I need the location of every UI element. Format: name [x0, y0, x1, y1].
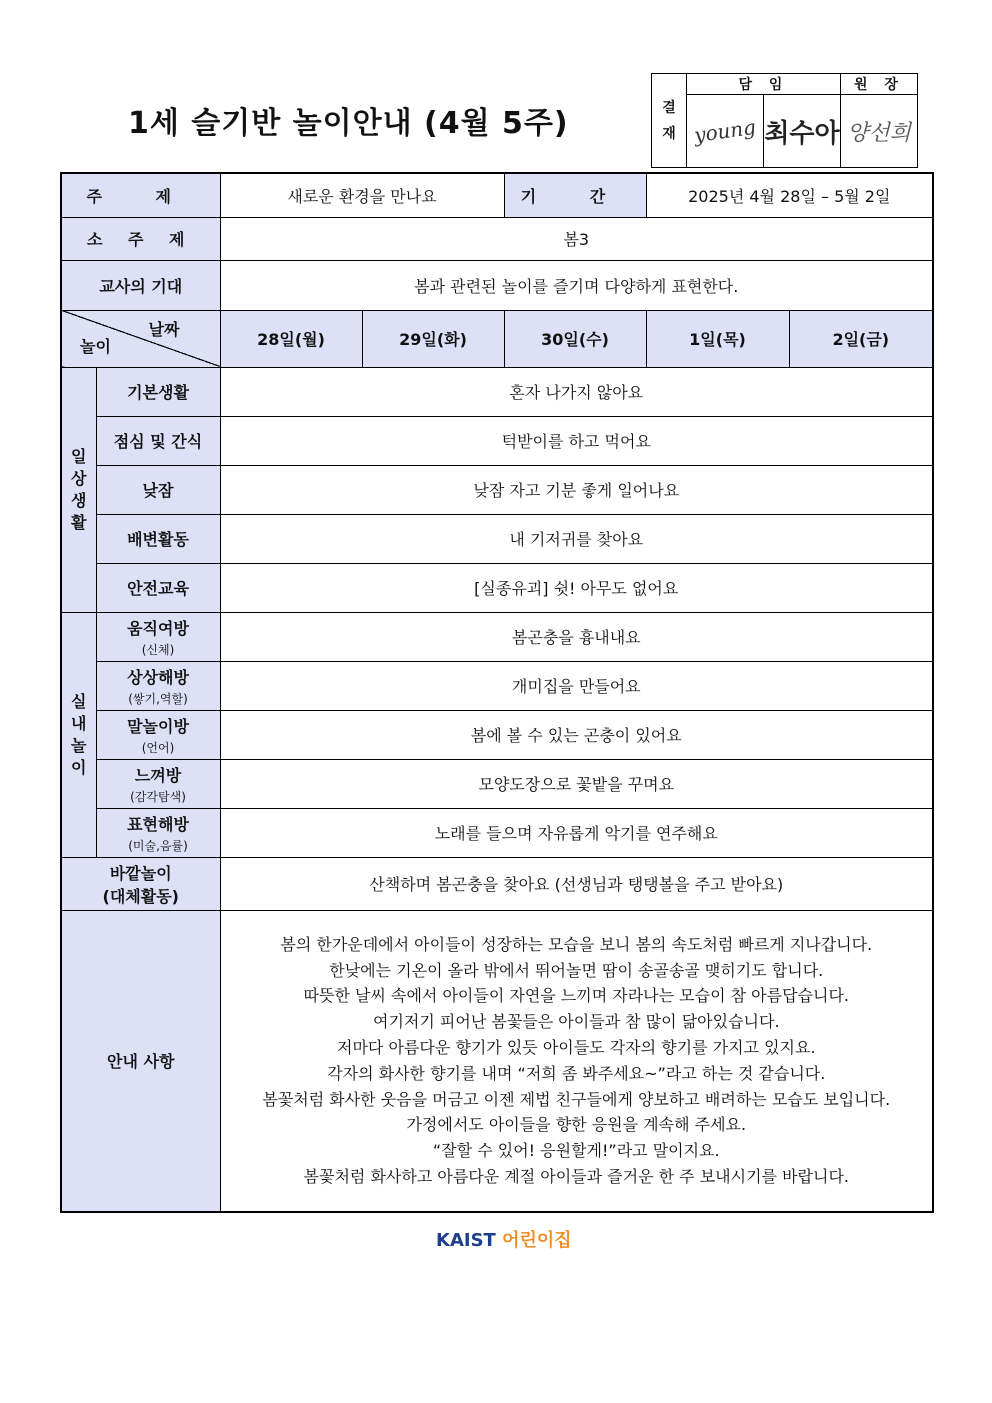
theme-label: 주 제 [61, 173, 220, 217]
indoor-row-label: 표현해방 (미술,음률) [96, 808, 220, 857]
notice-line: 따뜻한 날씨 속에서 아이들이 자연을 느끼며 자라나는 모습이 참 아름답습니다. [303, 986, 849, 1006]
day-header: 2일(금) [789, 310, 933, 367]
indoor-play-group-label [61, 612, 96, 857]
signature-1: young [687, 95, 764, 168]
indoor-row-label: 말놀이방 (언어) [96, 710, 220, 759]
daily-life-label-text: 일 상 생 활 [71, 446, 87, 532]
outdoor-label: 바깥놀이 (대체활동) [61, 857, 220, 910]
approval-side-text: 결 재 [662, 99, 676, 142]
notice-label: 안내 사항 [61, 910, 220, 1212]
expectation-value: 봄과 관련된 놀이를 즐기며 다양하게 표현한다. [220, 260, 933, 310]
indoor-row-content: 모양도장으로 꽃밭을 꾸며요 [220, 759, 933, 808]
indoor-row-label: 느껴방 (감각탐색) [96, 759, 220, 808]
indoor-row-label: 상상해방 (쌓기,역할) [96, 661, 220, 710]
notice-line: 저마다 아름다운 향기가 있듯 아이들도 각자의 향기를 가지고 있지요. [337, 1037, 816, 1057]
notice-line: 한낮에는 기온이 올라 밖에서 뛰어놀면 땀이 송골송골 맺히기도 합니다. [329, 960, 824, 980]
approval-teacher-label: 담 임 [687, 74, 841, 95]
page-title: 1세 슬기반 놀이안내 (4월 5주) [128, 106, 569, 141]
approval-box [651, 73, 918, 168]
logo-daycare-text: 어린이집 [502, 1230, 572, 1251]
subtheme-label: 소 주 제 [61, 217, 220, 260]
daily-row-content: 턱받이를 하고 먹어요 [220, 416, 933, 465]
notice-line: 봄의 한가운데에서 아이들이 성장하는 모습을 보니 봄의 속도처럼 빠르게 지나갑니다. [280, 934, 873, 954]
daily-row-content: 혼자 나가지 않아요 [220, 367, 933, 416]
logo-kaist-text: KAIST [436, 1230, 496, 1251]
daily-row-label: 배변활동 [96, 514, 220, 563]
indoor-row-content: 봄곤충을 흉내내요 [220, 612, 933, 661]
kaist-daycare-logo [436, 1226, 572, 1252]
period-value: 2025년 4월 28일 – 5월 2일 [646, 173, 933, 217]
daily-row-content: 낮잠 자고 기분 좋게 일어나요 [220, 465, 933, 514]
approval-side-label [652, 74, 687, 168]
signature-3: 양선희 [841, 95, 918, 168]
notice-line: 가정에서도 아이들을 향한 응원을 계속해 주세요. [406, 1115, 747, 1135]
daily-row-label: 안전교육 [96, 563, 220, 612]
approval-director-label: 원 장 [841, 74, 918, 95]
day-header: 30일(수) [504, 310, 646, 367]
day-header: 1일(목) [646, 310, 789, 367]
notice-line: 봄꽃처럼 화사한 웃음을 머금고 이젠 제법 친구들에게 양보하고 배려하는 모습도 보입니다. [262, 1089, 891, 1109]
day-header: 28일(월) [220, 310, 362, 367]
notice-line: 각자의 화사한 향기를 내며 “저희 좀 봐주세요~”라고 하는 것 같습니다. [327, 1063, 826, 1083]
indoor-row-content: 봄에 볼 수 있는 곤충이 있어요 [220, 710, 933, 759]
notice-line: 봄꽃처럼 화사하고 아름다운 계절 아이들과 즐거운 한 주 보내시기를 바랍니다. [303, 1166, 849, 1186]
indoor-row-label: 움직여방 (신체) [96, 612, 220, 661]
daily-row-label: 점심 및 간식 [96, 416, 220, 465]
outdoor-content: 산책하며 봄곤충을 찾아요 (선생님과 탱탱볼을 주고 받아요) [220, 857, 933, 910]
period-label: 기 간 [504, 173, 646, 217]
notice-line: 여기저기 피어난 봄꽃들은 아이들과 참 많이 닮아있습니다. [373, 1012, 780, 1032]
indoor-play-label-text: 실 내 놀 이 [71, 691, 87, 777]
theme-value: 새로운 환경을 만나요 [220, 173, 504, 217]
notice-line: “잘할 수 있어! 응원할게!”라고 말이지요. [432, 1141, 720, 1161]
subtheme-value: 봄3 [220, 217, 933, 260]
play-label: 놀이 [80, 336, 111, 356]
plan-table [60, 172, 934, 1213]
day-header: 29일(화) [362, 310, 504, 367]
indoor-row-content: 개미집을 만들어요 [220, 661, 933, 710]
date-label: 날짜 [148, 319, 180, 339]
signature-2: 최수아 [764, 95, 841, 168]
daily-row-content: [실종유괴] 쉿! 아무도 없어요 [220, 563, 933, 612]
expectation-label: 교사의 기대 [61, 260, 220, 310]
notice-content [220, 910, 933, 1212]
daily-row-label: 낮잠 [96, 465, 220, 514]
daily-row-content: 내 기저귀를 찾아요 [220, 514, 933, 563]
date-play-header [61, 310, 220, 367]
daily-row-label: 기본생활 [96, 367, 220, 416]
daily-life-group-label [61, 367, 96, 612]
indoor-row-content: 노래를 들으며 자유롭게 악기를 연주해요 [220, 808, 933, 857]
